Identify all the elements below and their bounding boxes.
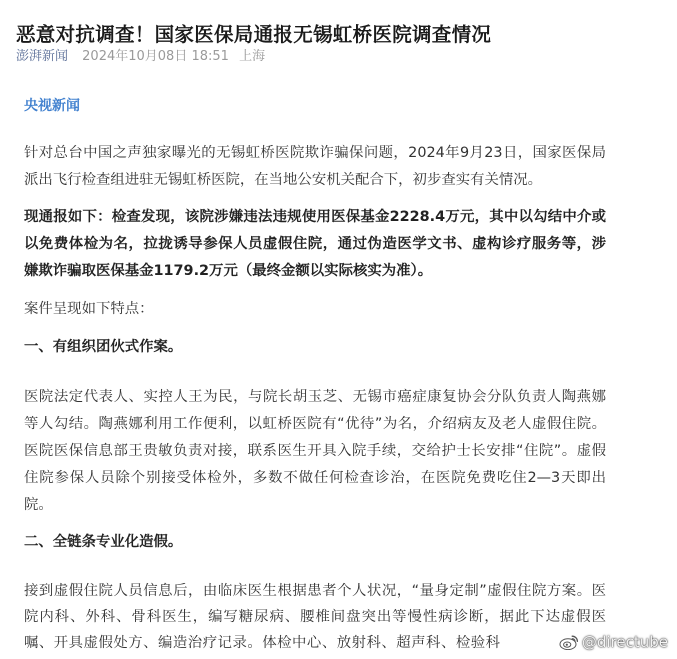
paragraph-line: 接到虚假住院人员信息后，由临床医生根据患者个人状况，“量身定制”虚假住院方案。医 [24,583,606,599]
intro-paragraph [24,140,606,194]
paragraph-line: 医院法定代表人、实控人王为民，与院长胡玉芝、无锡市癌症康复协会分队负责人陶燕娜 [24,389,606,405]
paragraph-line: 案件呈现如下特点： [24,301,154,317]
paragraph-line: 二、全链条专业化造假。 [24,534,183,550]
paragraph-line: 派出飞行检查组进驻无锡虹桥医院，在当地公安机关配合下，初步查实有关情况。 [24,172,543,188]
section-heading-2 [24,529,606,556]
account-name-link[interactable]: 澎湃新闻 [16,49,69,64]
watermark-text: @directube [581,633,668,651]
paragraph-line: 住院参保人员除个别接受体检外，多数不做任何检查诊治，在医院免费吃住2—3天即出 [24,470,606,486]
article-meta [16,47,265,67]
paragraph-line: 嘱、开具虚假处方、编造治疗记录。体检中心、放射科、超声科、检验科 [24,635,501,651]
notice-paragraph [24,204,606,285]
paragraph-line: 以免费体检为名，拉拢诱导参保人员虚假住院，通过伪造医学文书、虚构诊疗服务等，涉 [24,236,606,252]
paragraph-line: 等人勾结。陶燕娜利用工作便利，以虹桥医院有“优待”为名，介绍病友及老人虚假住院。 [24,416,606,432]
paragraph-line: 院内科、外科、骨科医生，编写糖尿病、腰椎间盘突出等慢性病诊断，据此下达虚假医 [24,609,606,625]
section-2-paragraph [24,578,606,656]
paragraph-line: 针对总台中国之声独家曝光的无锡虹桥医院欺诈骗保问题，2024年9月23日，国家医保局 [24,145,606,161]
paragraph-line: 嫌欺诈骗取医保基金1179.2万元（最终金额以实际核实为准）。 [24,263,433,279]
paragraph-line: 现通报如下：检查发现，该院涉嫌违法违规使用医保基金2228.4万元，其中以勾结中介或 [24,209,606,225]
watermark [559,631,668,653]
article-title: 恶意对抗调查！国家医保局通报无锡虹桥医院调查情况 [16,23,492,47]
paragraph-line: 院。 [24,497,53,513]
paragraph-line: 医院医保信息部王贵敏负责对接，联系医生开具入院手续，交给护士长安排“住院”。虚假 [24,443,606,459]
section-1-paragraph [24,384,606,519]
publish-location: 上海 [239,49,266,64]
paragraph-line: 一、有组织团伙式作案。 [24,339,183,355]
source-label: 央视新闻 [24,98,80,114]
weibo-logo-icon [559,634,579,650]
publish-time: 2024年10月08日 18:51 [82,49,229,64]
features-intro-paragraph [24,296,606,323]
section-heading-1 [24,334,606,361]
